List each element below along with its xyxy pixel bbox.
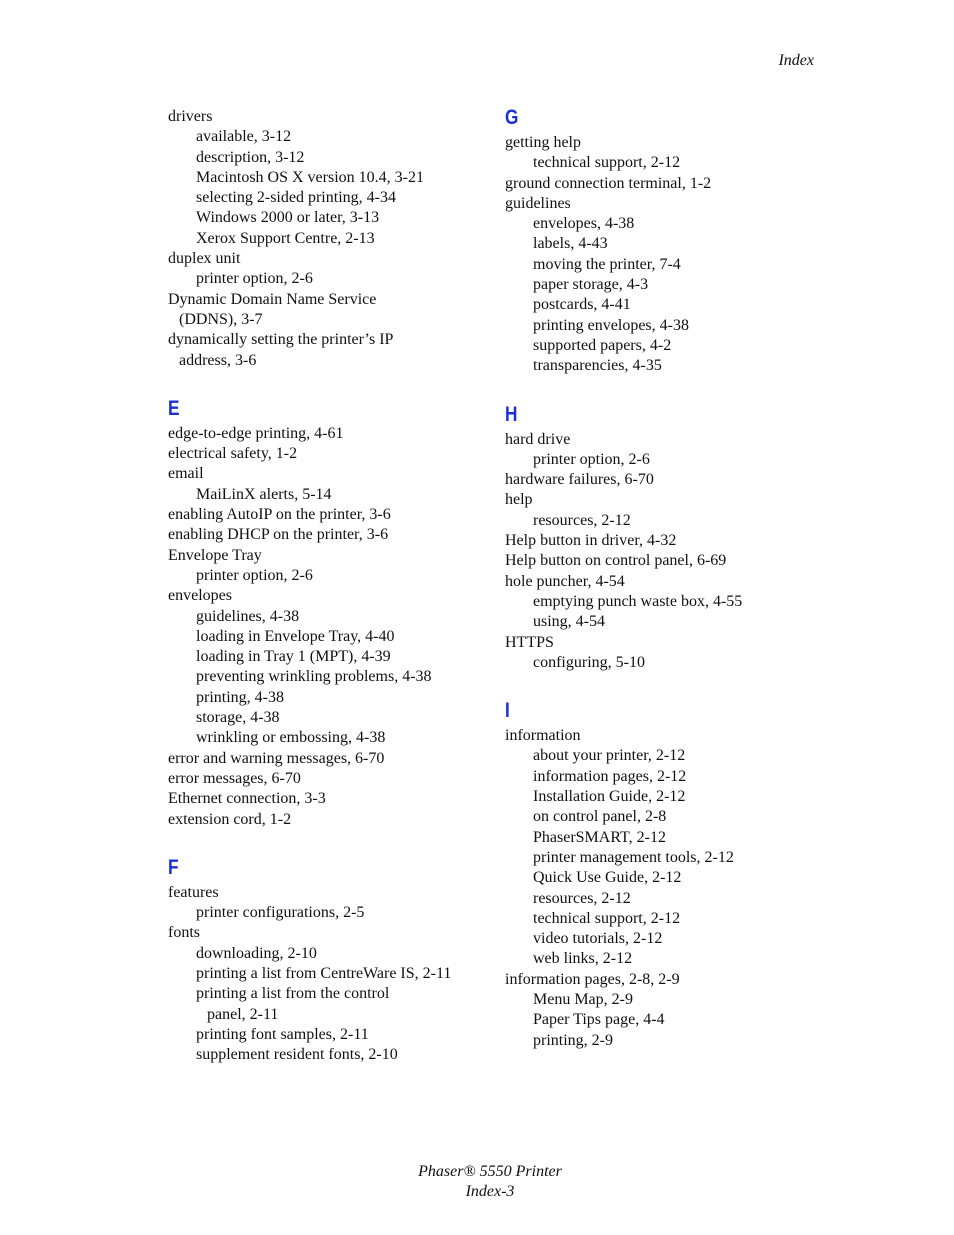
- section-letter-heading: H: [505, 402, 518, 426]
- index-subentry: resources, 2-12: [533, 511, 631, 529]
- index-subentry: about your printer, 2-12: [533, 747, 686, 765]
- index-subentry: Windows 2000 or later, 3-13: [196, 209, 380, 227]
- index-entry: hole puncher, 4-54: [505, 572, 625, 590]
- index-subentry: Xerox Support Centre, 2-13: [196, 229, 375, 247]
- index-entry: error and warning messages, 6-70: [168, 749, 385, 767]
- index-subentry: moving the printer, 7-4: [533, 255, 681, 273]
- index-subentry: supported papers, 4-2: [533, 336, 672, 354]
- section-gap: [505, 673, 825, 700]
- index-subentry: information pages, 2-12: [533, 767, 687, 785]
- index-entry: email: [168, 465, 204, 483]
- index-subentry: printing a list from the control: [196, 985, 390, 1003]
- index-entry: information pages, 2-8, 2-9: [505, 970, 680, 988]
- index-subentry: selecting 2-sided printing, 4-34: [196, 189, 396, 207]
- index-subentry: storage, 4-38: [196, 709, 280, 727]
- section-gap: [505, 377, 825, 404]
- index-subentry: printing font samples, 2-11: [196, 1025, 369, 1043]
- index-entry: edge-to-edge printing, 4-61: [168, 424, 344, 442]
- index-column-right: [505, 107, 825, 1051]
- index-subentry: Menu Map, 2-9: [533, 990, 633, 1008]
- index-entry: fonts: [168, 924, 200, 942]
- index-subentry: transparencies, 4-35: [533, 357, 662, 375]
- index-entry: error messages, 6-70: [168, 769, 301, 787]
- index-subentry: emptying punch waste box, 4-55: [533, 592, 743, 610]
- index-entry: envelopes: [168, 587, 232, 605]
- index-entry: electrical safety, 1-2: [168, 445, 298, 463]
- index-subentry: resources, 2-12: [533, 889, 631, 907]
- index-entry: features: [168, 883, 219, 901]
- index-entry: help: [505, 491, 533, 509]
- index-entry: getting help: [505, 134, 581, 151]
- index-subentry: preventing wrinkling problems, 4-38: [196, 668, 432, 686]
- index-entry: hardware failures, 6-70: [505, 471, 654, 489]
- index-subentry: supplement resident fonts, 2-10: [196, 1046, 398, 1064]
- section-letter-heading: I: [505, 699, 510, 723]
- section-letter-heading: F: [168, 855, 179, 879]
- index-subentry: printing, 4-38: [196, 688, 284, 706]
- index-subentry: wrinkling or embossing, 4-38: [196, 729, 386, 747]
- index-subentry: postcards, 4-41: [533, 296, 631, 314]
- index-entry: ground connection terminal, 1-2: [505, 174, 712, 192]
- index-entry: enabling DHCP on the printer, 3-6: [168, 526, 389, 544]
- index-entry: hard drive: [505, 430, 571, 448]
- index-subentry: printer option, 2-6: [196, 270, 313, 288]
- index-subentry: paper storage, 4-3: [533, 276, 649, 294]
- footer-product: Phaser® 5550 Printer: [418, 1163, 562, 1180]
- index-subentry: Quick Use Guide, 2-12: [533, 869, 682, 887]
- index-entry: dynamically setting the printer’s IP: [168, 331, 394, 349]
- section-gap: [168, 371, 488, 398]
- index-entry-continuation: (DDNS), 3-7: [179, 310, 263, 328]
- index-subentry: web links, 2-12: [533, 950, 633, 968]
- section-letter-heading: G: [505, 106, 519, 129]
- index-subentry: Installation Guide, 2-12: [533, 788, 686, 806]
- index-subentry: guidelines, 4-38: [196, 607, 300, 625]
- index-entry: Envelope Tray: [168, 546, 262, 564]
- page-footer: [0, 1162, 954, 1202]
- index-subentry: technical support, 2-12: [533, 154, 681, 172]
- index-subentry: using, 4-54: [533, 613, 605, 631]
- index-entry: information: [505, 727, 581, 745]
- index-entry-continuation: address, 3-6: [179, 351, 257, 369]
- index-subentry: description, 3-12: [196, 148, 305, 166]
- running-header: Index: [778, 52, 814, 69]
- index-subentry: printing, 2-9: [533, 1031, 613, 1049]
- index-subentry: printing a list from CentreWare IS, 2-11: [196, 964, 452, 982]
- index-subentry: technical support, 2-12: [533, 909, 681, 927]
- index-subentry: video tutorials, 2-12: [533, 930, 663, 948]
- index-subentry: MaiLinX alerts, 5-14: [196, 485, 332, 503]
- index-entry: HTTPS: [505, 633, 554, 651]
- index-subentry: Paper Tips page, 4-4: [533, 1011, 665, 1029]
- index-subentry: printer configurations, 2-5: [196, 904, 365, 922]
- index-entry: Help button on control panel, 6-69: [505, 552, 727, 570]
- index-entry: enabling AutoIP on the printer, 3-6: [168, 506, 391, 524]
- index-entry: duplex unit: [168, 250, 241, 268]
- section-gap: [168, 830, 488, 857]
- index-entry: drivers: [168, 108, 213, 125]
- index-entry: guidelines: [505, 194, 571, 212]
- index-subentry: loading in Envelope Tray, 4-40: [196, 627, 395, 645]
- index-subentry: Macintosh OS X version 10.4, 3-21: [196, 168, 424, 186]
- index-subentry: PhaserSMART, 2-12: [533, 828, 666, 846]
- index-subentry: printer option, 2-6: [196, 566, 313, 584]
- index-column-left: [168, 107, 488, 1065]
- index-subentry: printing envelopes, 4-38: [533, 316, 689, 334]
- index-subentry: printer management tools, 2-12: [533, 848, 734, 866]
- index-entry: Help button in driver, 4-32: [505, 532, 677, 550]
- index-subentry: on control panel, 2-8: [533, 808, 667, 826]
- index-subentry-continuation: panel, 2-11: [207, 1005, 279, 1023]
- index-subentry: loading in Tray 1 (MPT), 4-39: [196, 648, 391, 666]
- index-subentry: envelopes, 4-38: [533, 215, 635, 233]
- section-letter-heading: E: [168, 396, 180, 420]
- footer-page-number: Index-3: [465, 1183, 515, 1200]
- index-entry: Dynamic Domain Name Service: [168, 290, 377, 308]
- index-subentry: downloading, 2-10: [196, 944, 317, 962]
- index-subentry: printer option, 2-6: [533, 450, 650, 468]
- index-subentry: available, 3-12: [196, 128, 292, 146]
- index-entry: Ethernet connection, 3-3: [168, 790, 326, 808]
- index-entry: extension cord, 1-2: [168, 810, 292, 828]
- index-subentry: labels, 4-43: [533, 235, 608, 253]
- index-subentry: configuring, 5-10: [533, 653, 645, 671]
